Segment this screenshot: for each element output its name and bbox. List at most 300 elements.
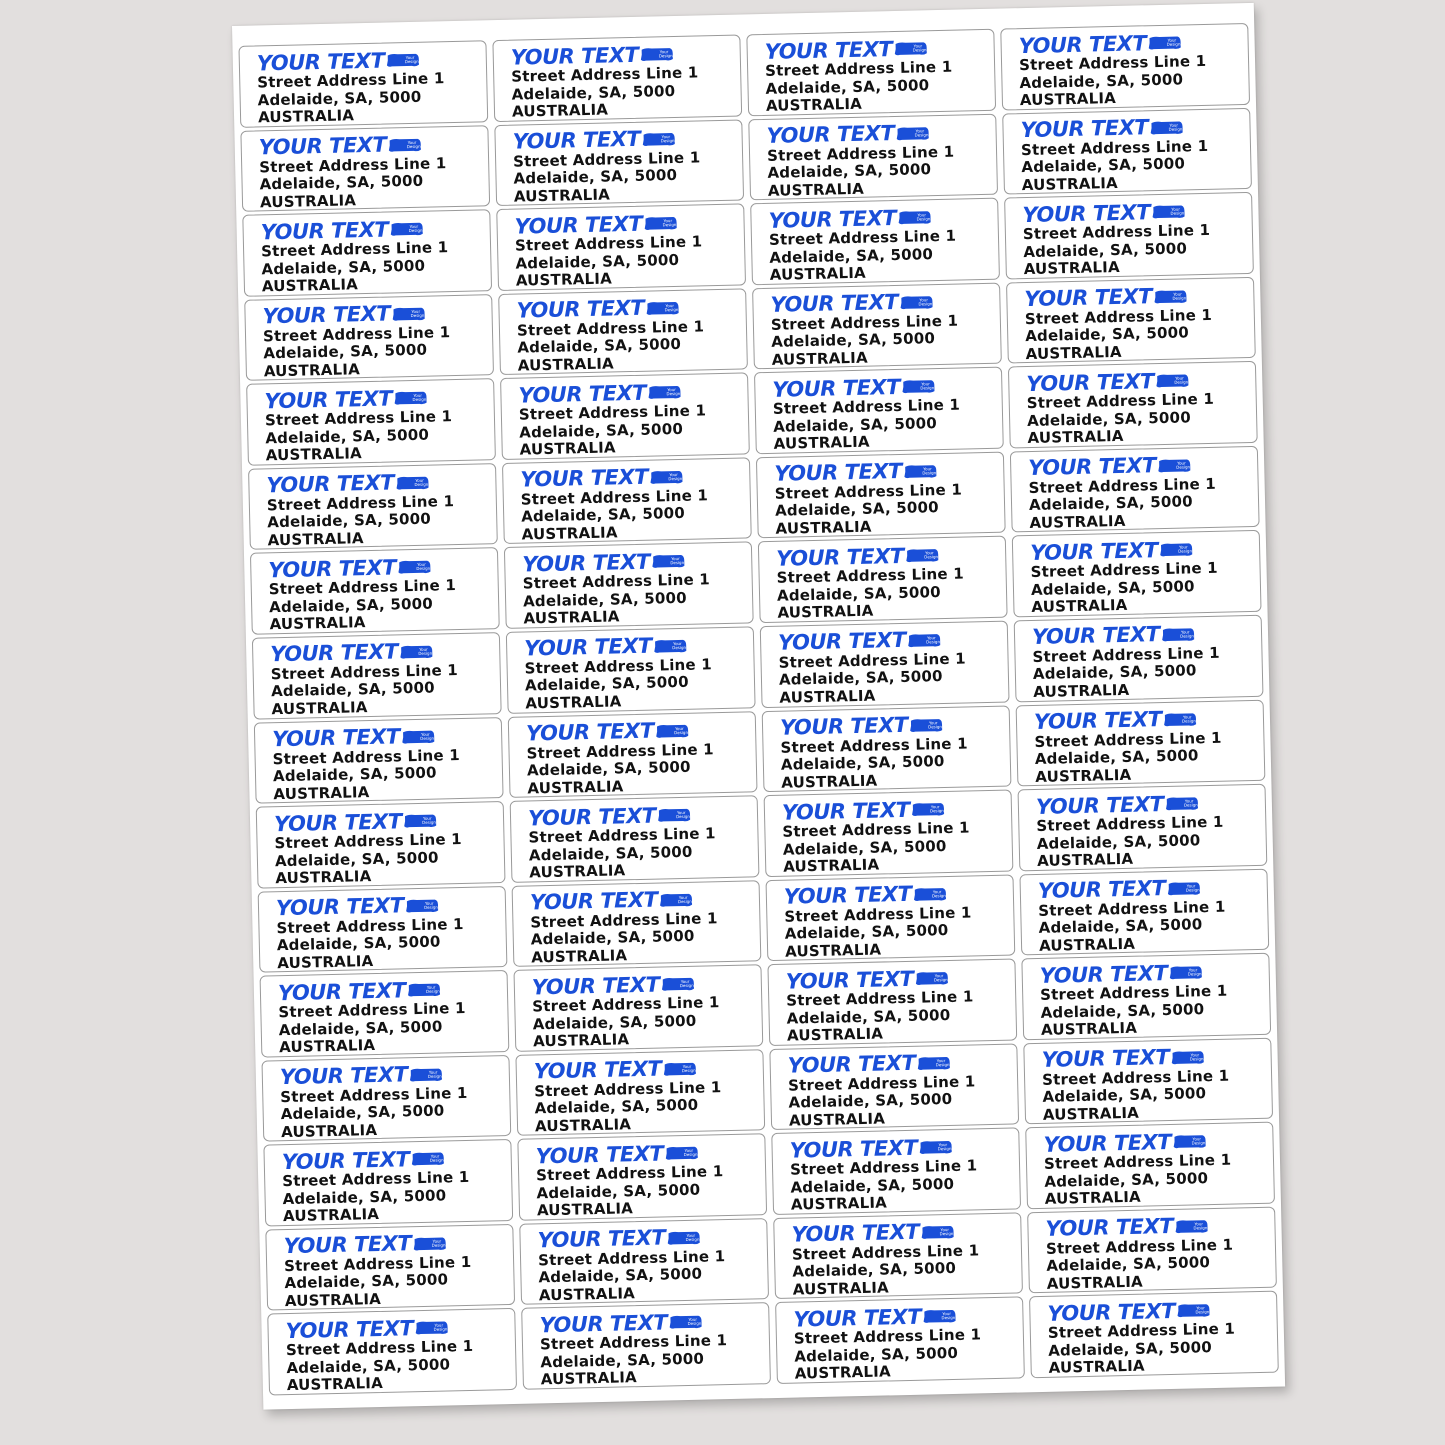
- street-address: Street Address Line 1: [512, 147, 701, 171]
- street-address: Street Address Line 1: [274, 830, 462, 853]
- city-line: Adelaide, SA, 5000: [519, 419, 684, 442]
- country-line: AUSTRALIA: [280, 1120, 378, 1141]
- country-line: AUSTRALIA: [1038, 934, 1136, 955]
- country-line: AUSTRALIA: [540, 1368, 638, 1389]
- logo-text-2: Design: [419, 735, 434, 741]
- address-label: [504, 542, 754, 629]
- logo-text-1: Your: [920, 381, 930, 387]
- logo-flag-icon: [1174, 1218, 1208, 1235]
- country-line: AUSTRALIA: [1029, 511, 1126, 532]
- logo-flag-icon: [668, 1314, 702, 1331]
- street-address: Street Address Line 1: [516, 317, 705, 340]
- label-title: YOUR TEXT: [764, 36, 893, 64]
- address-label: [265, 1224, 515, 1311]
- country-line: AUSTRALIA: [773, 432, 870, 454]
- logo-flag-icon: [1155, 373, 1189, 390]
- logo-text-1: Your: [422, 815, 432, 821]
- logo-flag-icon: [647, 384, 681, 401]
- address-label: [1025, 1122, 1275, 1209]
- street-address: Street Address Line 1: [789, 1156, 978, 1179]
- logo-text-2: Design: [940, 1315, 955, 1321]
- logo-text-1: Your: [434, 1322, 443, 1329]
- street-address: Street Address Line 1: [1022, 220, 1211, 244]
- logo-text-2: Design: [921, 469, 936, 476]
- logo-flag-icon: [905, 547, 939, 564]
- country-line: AUSTRALIA: [1035, 765, 1132, 786]
- country-line: AUSTRALIA: [529, 861, 626, 882]
- label-title: YOUR TEXT: [1031, 622, 1160, 650]
- city-line: Adelaide, SA, 5000: [784, 921, 949, 943]
- country-line: AUSTRALIA: [790, 1193, 888, 1214]
- address-label: [261, 1055, 511, 1142]
- address-label: [248, 463, 498, 550]
- country-line: AUSTRALIA: [536, 1199, 634, 1220]
- logo-text-1: Your: [424, 900, 434, 906]
- logo-flag-icon: [1170, 1049, 1204, 1066]
- logo-text-2: Design: [1189, 1055, 1204, 1062]
- logo-text-2: Design: [687, 1321, 701, 1327]
- city-line: Adelaide, SA, 5000: [1025, 323, 1190, 346]
- address-label: [760, 620, 1010, 707]
- address-label-sheet: [232, 3, 1285, 1410]
- logo-text-1: Your: [1182, 713, 1192, 720]
- logo-text-1: Your: [941, 1311, 951, 1317]
- logo-text-2: Design: [683, 1152, 698, 1158]
- label-title: YOUR TEXT: [525, 718, 654, 746]
- country-line: AUSTRALIA: [278, 1036, 376, 1057]
- address-label: [748, 113, 998, 200]
- logo-flag-icon: [899, 294, 933, 311]
- city-line: Adelaide, SA, 5000: [1021, 154, 1186, 177]
- city-line: Adelaide, SA, 5000: [1044, 1168, 1209, 1191]
- country-line: AUSTRALIA: [783, 855, 880, 876]
- label-title: YOUR TEXT: [768, 205, 897, 233]
- logo-text-1: Your: [915, 127, 924, 134]
- country-line: AUSTRALIA: [786, 1024, 884, 1045]
- logo-flag-icon: [662, 1060, 696, 1077]
- logo-flag-icon: [903, 463, 937, 480]
- logo-text-1: Your: [659, 49, 668, 55]
- label-title: YOUR TEXT: [256, 48, 385, 75]
- street-address: Street Address Line 1: [283, 1252, 472, 1276]
- label-title: YOUR TEXT: [270, 639, 399, 667]
- address-label: [246, 378, 496, 465]
- country-line: AUSTRALIA: [1048, 1357, 1145, 1378]
- label-title: YOUR TEXT: [520, 464, 649, 492]
- street-address: Street Address Line 1: [774, 480, 963, 503]
- logo-text-2: Design: [673, 729, 688, 735]
- logo-flag-icon: [664, 1145, 698, 1162]
- logo-text-2: Design: [433, 1326, 448, 1333]
- label-title: YOUR TEXT: [1018, 30, 1147, 58]
- city-line: Adelaide, SA, 5000: [524, 673, 689, 695]
- label-title: YOUR TEXT: [1022, 199, 1151, 227]
- label-title: YOUR TEXT: [787, 1051, 916, 1078]
- city-line: Adelaide, SA, 5000: [538, 1265, 703, 1287]
- logo-text-2: Design: [931, 892, 946, 898]
- logo-flag-icon: [1157, 457, 1191, 474]
- address-label: [515, 1049, 765, 1136]
- label-title: YOUR TEXT: [514, 211, 643, 239]
- street-address: Street Address Line 1: [776, 564, 965, 588]
- logo-text-2: Design: [919, 385, 934, 391]
- country-line: AUSTRALIA: [765, 94, 863, 115]
- city-line: Adelaide, SA, 5000: [274, 848, 439, 870]
- city-line: Adelaide, SA, 5000: [534, 1095, 699, 1118]
- address-label: [766, 874, 1016, 961]
- logo-text-1: Your: [1172, 291, 1182, 297]
- logo-flag-icon: [914, 970, 948, 987]
- city-line: Adelaide, SA, 5000: [1034, 746, 1199, 768]
- logo-text-1: Your: [414, 477, 424, 483]
- address-label: [496, 204, 746, 291]
- city-line: Adelaide, SA, 5000: [1032, 661, 1197, 684]
- street-address: Street Address Line 1: [264, 407, 453, 430]
- street-address: Street Address Line 1: [272, 745, 461, 768]
- city-line: Adelaide, SA, 5000: [517, 335, 682, 357]
- label-title: YOUR TEXT: [1047, 1298, 1176, 1326]
- address-label: [508, 711, 758, 798]
- logo-flag-icon: [906, 632, 940, 649]
- city-line: Adelaide, SA, 5000: [1038, 915, 1203, 938]
- logo-flag-icon: [1166, 880, 1200, 897]
- city-line: Adelaide, SA, 5000: [773, 413, 938, 436]
- address-label: [492, 34, 742, 121]
- label-title: YOUR TEXT: [283, 1231, 412, 1259]
- country-line: AUSTRALIA: [1023, 258, 1120, 279]
- street-address: Street Address Line 1: [764, 57, 953, 80]
- label-title: YOUR TEXT: [512, 126, 641, 154]
- label-title: YOUR TEXT: [275, 893, 404, 921]
- country-line: AUSTRALIA: [517, 354, 615, 375]
- country-line: AUSTRALIA: [286, 1374, 384, 1395]
- street-address: Street Address Line 1: [793, 1325, 982, 1349]
- logo-flag-icon: [901, 378, 935, 395]
- logo-text-1: Your: [412, 393, 422, 399]
- logo-text-1: Your: [670, 556, 680, 562]
- street-address: Street Address Line 1: [1020, 136, 1209, 159]
- street-address: Street Address Line 1: [1043, 1150, 1232, 1174]
- city-line: Adelaide, SA, 5000: [280, 1101, 445, 1124]
- logo-text-2: Design: [1166, 41, 1181, 47]
- country-line: AUSTRALIA: [779, 686, 876, 707]
- address-label: [252, 632, 502, 719]
- logo-flag-icon: [1149, 119, 1183, 136]
- label-title: YOUR TEXT: [533, 1056, 662, 1084]
- country-line: AUSTRALIA: [271, 698, 368, 719]
- city-line: Adelaide, SA, 5000: [1028, 492, 1193, 515]
- address-label: [746, 29, 996, 116]
- street-address: Street Address Line 1: [262, 322, 451, 346]
- logo-text-2: Design: [1175, 464, 1190, 470]
- city-line: Adelaide, SA, 5000: [257, 87, 422, 109]
- logo-text-1: Your: [682, 1063, 691, 1069]
- logo-text-1: Your: [405, 54, 414, 61]
- city-line: Adelaide, SA, 5000: [774, 498, 940, 521]
- country-line: AUSTRALIA: [267, 528, 364, 550]
- label-title: YOUR TEXT: [770, 290, 899, 318]
- logo-flag-icon: [385, 52, 419, 69]
- country-line: AUSTRALIA: [277, 951, 374, 972]
- logo-text-1: Your: [1178, 544, 1188, 551]
- address-label: [1029, 1291, 1279, 1378]
- logo-text-2: Design: [431, 1242, 446, 1248]
- logo-text-1: Your: [936, 1057, 945, 1064]
- logo-text-1: Your: [924, 550, 934, 556]
- address-label: [752, 282, 1002, 369]
- address-label: [771, 1128, 1021, 1215]
- logo-text-1: Your: [666, 387, 676, 393]
- label-title: YOUR TEXT: [1037, 876, 1166, 904]
- logo-text-2: Design: [404, 58, 419, 65]
- label-title: YOUR TEXT: [523, 634, 652, 661]
- city-line: Adelaide, SA, 5000: [278, 1017, 443, 1039]
- logo-text-1: Your: [420, 731, 430, 737]
- logo-flag-icon: [410, 1151, 444, 1168]
- logo-text-2: Design: [415, 566, 430, 572]
- country-line: AUSTRALIA: [284, 1289, 382, 1310]
- street-address: Street Address Line 1: [768, 226, 957, 249]
- street-address: Street Address Line 1: [1047, 1320, 1236, 1343]
- country-line: AUSTRALIA: [521, 523, 618, 544]
- city-line: Adelaide, SA, 5000: [794, 1343, 959, 1366]
- logo-flag-icon: [408, 1066, 442, 1083]
- logo-text-2: Design: [679, 982, 694, 989]
- logo-text-1: Your: [687, 1317, 697, 1323]
- country-line: AUSTRALIA: [767, 179, 865, 200]
- country-line: AUSTRALIA: [269, 613, 366, 634]
- street-address: Street Address Line 1: [257, 69, 445, 92]
- logo-text-2: Design: [935, 1061, 950, 1068]
- city-line: Adelaide, SA, 5000: [767, 160, 932, 182]
- city-line: Adelaide, SA, 5000: [1042, 1084, 1207, 1107]
- street-address: Street Address Line 1: [537, 1247, 726, 1270]
- label-title: YOUR TEXT: [529, 887, 658, 915]
- address-label: [519, 1218, 769, 1305]
- address-label: [773, 1212, 1023, 1299]
- street-address: Street Address Line 1: [1028, 474, 1217, 497]
- logo-flag-icon: [897, 209, 931, 226]
- street-address: Street Address Line 1: [1034, 728, 1222, 751]
- logo-text-1: Your: [1170, 206, 1180, 212]
- label-title: YOUR TEXT: [1027, 453, 1157, 481]
- label-title: YOUR TEXT: [785, 966, 914, 994]
- city-line: Adelaide, SA, 5000: [1040, 999, 1205, 1022]
- city-line: Adelaide, SA, 5000: [1019, 69, 1184, 92]
- label-title: YOUR TEXT: [264, 386, 393, 414]
- logo-flag-icon: [393, 390, 427, 407]
- country-line: AUSTRALIA: [1036, 849, 1134, 871]
- logo-text-2: Design: [1183, 802, 1198, 808]
- address-label: [502, 457, 752, 544]
- logo-text-1: Your: [684, 1148, 693, 1154]
- street-address: Street Address Line 1: [1024, 305, 1213, 328]
- logo-text-1: Your: [916, 212, 926, 218]
- city-line: Adelaide, SA, 5000: [782, 836, 947, 859]
- logo-text-2: Design: [1181, 717, 1196, 724]
- address-label: [260, 970, 510, 1057]
- logo-flag-icon: [918, 1139, 952, 1156]
- label-title: YOUR TEXT: [271, 724, 400, 752]
- logo-text-2: Design: [1173, 379, 1188, 385]
- logo-text-1: Your: [922, 466, 932, 472]
- logo-text-2: Design: [658, 53, 673, 59]
- logo-flag-icon: [656, 807, 690, 824]
- country-line: AUSTRALIA: [775, 517, 872, 538]
- address-label: [775, 1297, 1025, 1384]
- label-title: YOUR TEXT: [260, 217, 389, 245]
- logo-text-2: Design: [912, 47, 927, 53]
- address-label: [764, 790, 1014, 877]
- logo-text-1: Your: [932, 888, 941, 894]
- logo-text-1: Your: [680, 979, 689, 985]
- street-address: Street Address Line 1: [791, 1241, 980, 1264]
- country-line: AUSTRALIA: [1046, 1272, 1144, 1293]
- country-line: AUSTRALIA: [515, 269, 613, 290]
- street-address: Street Address Line 1: [784, 903, 972, 926]
- address-label: [1006, 277, 1256, 364]
- city-line: Adelaide, SA, 5000: [532, 1011, 697, 1034]
- address-label: [521, 1303, 771, 1390]
- address-label: [263, 1139, 513, 1226]
- logo-text-2: Design: [427, 1073, 442, 1079]
- logo-text-2: Design: [925, 639, 940, 645]
- address-label: [256, 801, 506, 888]
- street-address: Street Address Line 1: [522, 570, 711, 593]
- label-title: YOUR TEXT: [522, 549, 651, 577]
- logo-flag-icon: [653, 638, 687, 655]
- logo-text-2: Design: [929, 808, 944, 814]
- label-title: YOUR TEXT: [268, 555, 397, 583]
- country-line: AUSTRALIA: [527, 776, 624, 797]
- logo-flag-icon: [1153, 288, 1187, 305]
- address-label: [1012, 530, 1262, 617]
- label-title: YOUR TEXT: [281, 1147, 410, 1174]
- address-label: [1019, 868, 1269, 955]
- logo-flag-icon: [404, 897, 438, 914]
- country-line: AUSTRALIA: [1021, 173, 1119, 194]
- logo-text-1: Your: [407, 139, 416, 145]
- logo-flag-icon: [895, 125, 929, 142]
- logo-text-2: Design: [914, 131, 929, 138]
- address-label: [513, 964, 763, 1051]
- country-line: AUSTRALIA: [769, 263, 867, 284]
- country-line: AUSTRALIA: [1033, 680, 1130, 701]
- logo-text-2: Design: [417, 650, 432, 656]
- logo-flag-icon: [402, 813, 436, 830]
- logo-text-2: Design: [677, 898, 692, 904]
- label-title: YOUR TEXT: [779, 712, 908, 740]
- logo-text-1: Your: [663, 218, 672, 224]
- country-line: AUSTRALIA: [525, 692, 622, 713]
- street-address: Street Address Line 1: [276, 914, 464, 937]
- city-line: Adelaide, SA, 5000: [515, 250, 680, 273]
- country-line: AUSTRALIA: [788, 1109, 886, 1130]
- logo-text-1: Your: [938, 1142, 947, 1148]
- city-line: Adelaide, SA, 5000: [284, 1270, 449, 1293]
- street-address: Street Address Line 1: [518, 401, 707, 424]
- address-label: [1002, 107, 1252, 194]
- logo-text-2: Design: [408, 227, 423, 234]
- logo-flag-icon: [1147, 34, 1181, 51]
- country-line: AUSTRALIA: [530, 945, 628, 967]
- address-label: [506, 626, 756, 713]
- street-address: Street Address Line 1: [1036, 812, 1224, 836]
- city-line: Adelaide, SA, 5000: [528, 842, 693, 865]
- label-title: YOUR TEXT: [1033, 707, 1162, 734]
- street-address: Street Address Line 1: [514, 232, 703, 255]
- city-line: Adelaide, SA, 5000: [265, 425, 430, 448]
- logo-flag-icon: [658, 891, 692, 908]
- label-title: YOUR TEXT: [535, 1141, 664, 1169]
- logo-text-2: Design: [933, 977, 948, 983]
- city-line: Adelaide, SA, 5000: [1026, 408, 1192, 430]
- logo-flag-icon: [1164, 795, 1198, 812]
- logo-text-1: Your: [928, 719, 938, 725]
- logo-text-1: Your: [1186, 883, 1195, 889]
- address-label: [242, 209, 492, 296]
- logo-text-1: Your: [409, 223, 418, 230]
- street-address: Street Address Line 1: [524, 655, 713, 678]
- address-label: [1023, 1037, 1273, 1124]
- city-line: Adelaide, SA, 5000: [267, 509, 432, 532]
- logo-flag-icon: [389, 221, 423, 238]
- city-line: Adelaide, SA, 5000: [1046, 1253, 1211, 1276]
- city-line: Adelaide, SA, 5000: [1030, 577, 1195, 599]
- country-line: AUSTRALIA: [1044, 1187, 1142, 1209]
- logo-text-1: Your: [918, 296, 928, 303]
- logo-text-1: Your: [913, 43, 922, 49]
- logo-text-2: Design: [413, 481, 428, 487]
- city-line: Adelaide, SA, 5000: [521, 504, 686, 526]
- logo-text-2: Design: [937, 1146, 952, 1152]
- address-label: [1000, 23, 1250, 110]
- logo-flag-icon: [641, 131, 675, 148]
- label-title: YOUR TEXT: [1020, 115, 1149, 143]
- street-address: Street Address Line 1: [280, 1083, 468, 1106]
- address-label: [1004, 192, 1254, 279]
- logo-flag-icon: [406, 982, 440, 999]
- city-line: Adelaide, SA, 5000: [286, 1355, 451, 1378]
- label-title: YOUR TEXT: [277, 978, 406, 1005]
- label-title: YOUR TEXT: [772, 374, 901, 402]
- street-address: Street Address Line 1: [1026, 390, 1215, 413]
- logo-text-1: Your: [1190, 1052, 1199, 1058]
- logo-text-2: Design: [423, 904, 438, 910]
- sticker-sheet-wrapper: [232, 3, 1285, 1410]
- city-line: Adelaide, SA, 5000: [776, 582, 941, 605]
- logo-flag-icon: [666, 1230, 700, 1247]
- city-line: Adelaide, SA, 5000: [765, 75, 930, 98]
- street-address: Street Address Line 1: [1018, 51, 1207, 75]
- logo-text-1: Your: [1176, 460, 1186, 466]
- country-line: AUSTRALIA: [1031, 596, 1128, 617]
- city-line: Adelaide, SA, 5000: [1036, 830, 1201, 853]
- logo-text-2: Design: [675, 813, 690, 820]
- logo-text-1: Your: [410, 308, 420, 314]
- address-label: [494, 119, 744, 206]
- label-title: YOUR TEXT: [781, 797, 910, 825]
- label-title: YOUR TEXT: [262, 301, 391, 329]
- logo-flag-icon: [908, 717, 942, 734]
- address-label: [510, 795, 760, 882]
- logo-text-1: Your: [661, 133, 670, 139]
- address-label: [240, 125, 490, 212]
- logo-text-1: Your: [1193, 1221, 1203, 1227]
- logo-text-2: Design: [662, 222, 677, 228]
- address-label: [1027, 1207, 1277, 1294]
- country-line: AUSTRALIA: [523, 607, 620, 628]
